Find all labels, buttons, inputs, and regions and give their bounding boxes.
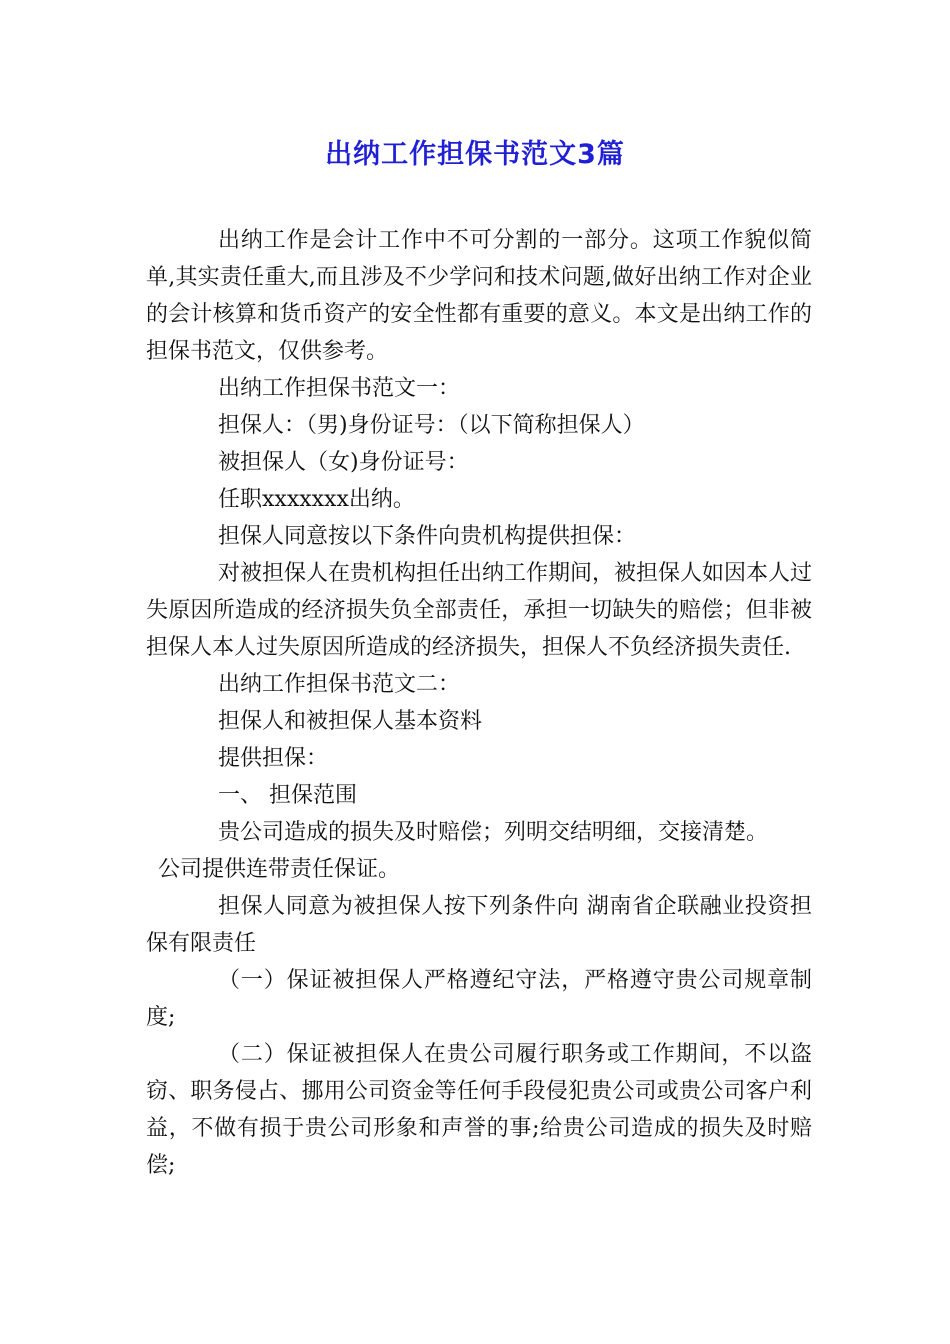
guaranteed-person-line: 被担保人（女)身份证号： bbox=[218, 450, 469, 475]
clause-two: （二）保证被担保人在贵公司履行职务或工作期间，不以盗窃、职务侵占、挪用公司资金等任何手段侵犯贵公司或贵公司客户利益，不做有损于贵公司形象和声誉的事;给贵公司造成的损失及时赔偿; bbox=[146, 1042, 812, 1178]
sample-one-heading: 出纳工作担保书范文一： bbox=[218, 376, 461, 401]
provide-guarantee-line: 提供担保： bbox=[218, 746, 329, 771]
position-line: 任职xxxxxxx出纳。 bbox=[218, 487, 415, 512]
basic-info-line: 担保人和被担保人基本资料 bbox=[218, 709, 483, 734]
intro-paragraph: 出纳工作是会计工作中不可分割的一部分。这项工作貌似简单,其实责任重大,而且涉及不少学问和技术问题,做好出纳工作对企业的会计核算和货币资产的安全性都有重要的意义。本文是出纳工作的担保书范文，仅供参考。 bbox=[146, 228, 812, 364]
liability-paragraph: 对被担保人在贵机构担任出纳工作期间，被担保人如因本人过失原因所造成的经济损失负全部责任，承担一切缺失的赔偿；但非被担保人本人过失原因所造成的经济损失，担保人不负经济损失责任. bbox=[146, 561, 813, 660]
scope-heading: 一、 担保范围 bbox=[218, 783, 357, 808]
compensation-line: 贵公司造成的损失及时赔偿；列明交结明细，交接清楚。 bbox=[218, 820, 769, 845]
joint-liability-line: 公司提供连带责任保证。 bbox=[158, 857, 401, 882]
document-title: 出纳工作担保书范文3篇 bbox=[325, 139, 625, 170]
sample-two-heading: 出纳工作担保书范文二： bbox=[218, 672, 461, 697]
guarantor-line: 担保人：（男)身份证号：（以下简称担保人） bbox=[218, 413, 645, 438]
clause-one: （一）保证被担保人严格遵纪守法，严格遵守贵公司规章制度; bbox=[146, 968, 812, 1030]
document-body bbox=[146, 222, 812, 1184]
guarantee-conditions-line: 担保人同意按以下条件向贵机构提供担保： bbox=[218, 524, 637, 549]
agreement-paragraph: 担保人同意为被担保人按下列条件向 湖南省企联融业投资担保有限责任 bbox=[146, 894, 812, 956]
